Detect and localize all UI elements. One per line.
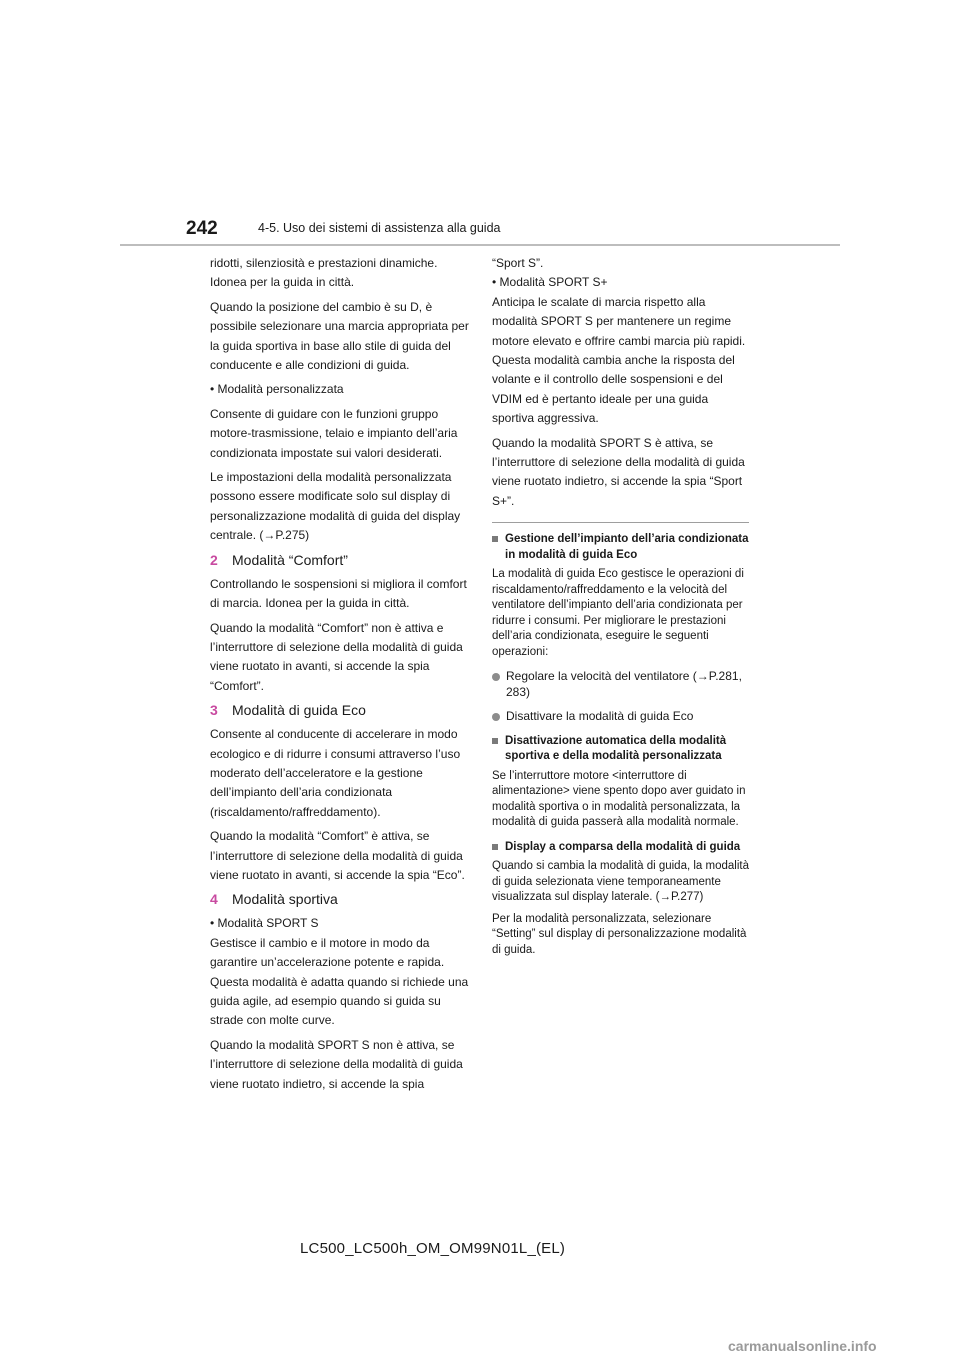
- square-bullet-icon: [492, 844, 498, 850]
- paragraph: Quando la modalità SPORT S non è attiva, se l’interruttore di selezione della modalità di guida viene ruotato indietro, si accende la spia: [210, 1037, 463, 1091]
- list-item: [492, 669, 750, 700]
- square-bullet-icon: [492, 536, 498, 542]
- paragraph: Quando la modalità “Comfort” non è attiva e l’interruttore di selezione della modalità di guida viene ruotato in avanti, si accende la spia “Comfort”.: [210, 620, 463, 693]
- paragraph: “Sport S”.: [492, 256, 544, 270]
- paragraph: Quando la modalità SPORT S è attiva, se l’interruttore di selezione della modalità di guida viene ruotato indietro, si accende la spia “Sport S+”.: [492, 435, 745, 508]
- subheading-title: Gestione dell’impianto dell’aria condizionata in modalità di guida Eco: [505, 533, 749, 561]
- heading-title: Modalità “Comfort”: [232, 551, 348, 568]
- bullet-item: • Modalità SPORT S+: [492, 275, 608, 290]
- heading-comfort-mode: [210, 551, 470, 569]
- paragraph: Consente di guidare con le funzioni gruppo motore-trasmissione, telaio e impianto dell’aria condizionata impostate sui valori desiderati.: [210, 406, 458, 460]
- subheading-popup-display: [492, 840, 750, 856]
- heading-eco-mode: [210, 701, 470, 719]
- paragraph: Quando la modalità “Comfort” è attiva, se l’interruttore di selezione della modalità di guida viene ruotato in avanti, si accende la spia “Eco”.: [210, 829, 465, 882]
- paragraph: ridotti, silenziosità e prestazioni dinamiche. Idonea per la guida in città.: [210, 256, 438, 290]
- subheading-title: Display a comparsa della modalità di guida: [505, 840, 741, 853]
- circle-bullet-icon: [492, 673, 500, 681]
- paragraph: Gestisce il cambio e il motore in modo da garantire un’accelerazione potente e rapida. Questa modalità è adatta quando si richiede una guida agile, ad esempio quando si guida su strade con molte curve.: [210, 935, 469, 1028]
- bullet-item: • Modalità personalizzata: [210, 382, 344, 397]
- paragraph: Consente al conducente di accelerare in modo ecologico e di ridurre i consumi attraverso l’uso moderato dell’acceleratore e la gestione dell’impianto dell’aria condizionata (riscaldamento/raffreddamento).: [210, 727, 461, 819]
- heading-title: Modalità di guida Eco: [232, 702, 366, 719]
- paragraph: Quando la posizione del cambio è su D, è possibile selezionare una marcia appropriata per la guida sportiva in base allo stile di guida del conducente e alle condizioni di guida.: [210, 299, 469, 373]
- watermark: carmanualsonline.info: [728, 1338, 877, 1354]
- left-column: [210, 254, 470, 1099]
- list-item-text: Regolare la velocità del ventilatore (→P.281, 283): [506, 669, 742, 699]
- right-column: [492, 254, 750, 963]
- circle-bullet-icon: [492, 713, 500, 721]
- paragraph: Controllando le sospensioni si migliora il comfort di marcia. Idonea per la guida in città.: [210, 576, 467, 611]
- paragraph: Anticipa le scalate di marcia rispetto alla modalità SPORT S per mantenere un regime motore elevato e offrire cambi marcia più rapidi. Questa modalità cambia anche la risposta del volante e il controllo delle sospensioni e del VDIM ed è pertanto ideale per una guida sportiva aggressiva.: [492, 294, 746, 426]
- section-title: 4-5. Uso dei sistemi di assistenza alla guida: [258, 221, 501, 235]
- list-item: [492, 709, 750, 725]
- heading-title: Modalità sportiva: [232, 891, 338, 908]
- heading-number: 4: [210, 891, 218, 908]
- header-divider: [120, 244, 840, 246]
- list-item-text: Disattivare la modalità di guida Eco: [506, 709, 694, 724]
- paragraph: Le impostazioni della modalità personalizzata possono essere modificate solo sul display di personalizzazione modalità di guida del display centrale. (→P.275): [210, 470, 461, 543]
- section-divider: [492, 522, 749, 523]
- square-bullet-icon: [492, 738, 498, 744]
- paragraph: Quando si cambia la modalità di guida, la modalità di guida selezionata viene temporaneamente visualizzata sul display laterale. (→P.277): [492, 860, 749, 904]
- paragraph: La modalità di guida Eco gestisce le operazioni di riscaldamento/raffreddamento e la velocità del ventilatore dell’impianto dell’aria condizionata per ridurre i consumi. Per migliorare le prestazioni dell’aria condizionata, eseguire le seguenti operazioni:: [492, 568, 744, 658]
- bullet-item: • Modalità SPORT S: [210, 916, 319, 931]
- heading-number: 2: [210, 551, 218, 568]
- paragraph: Se l’interruttore motore <interruttore di alimentazione> viene spento dopo aver guidato in modalità sportiva o in modalità personalizzata, la modalità di guida passerà alla modalità normale.: [492, 769, 746, 829]
- subheading-auto-deactivation: [492, 734, 750, 765]
- subheading-eco-ac: [492, 532, 750, 563]
- paragraph: Per la modalità personalizzata, selezionare “Setting” sul display di personalizzazione modalità di guida.: [492, 912, 747, 956]
- manual-code-footer: LC500_LC500h_OM_OM99N01L_(EL): [300, 1240, 566, 1257]
- heading-number: 3: [210, 702, 218, 719]
- page-number: 242: [186, 218, 218, 239]
- subheading-title: Disattivazione automatica della modalità sportiva e della modalità personalizzata: [505, 734, 727, 763]
- heading-sport-mode: [210, 890, 470, 908]
